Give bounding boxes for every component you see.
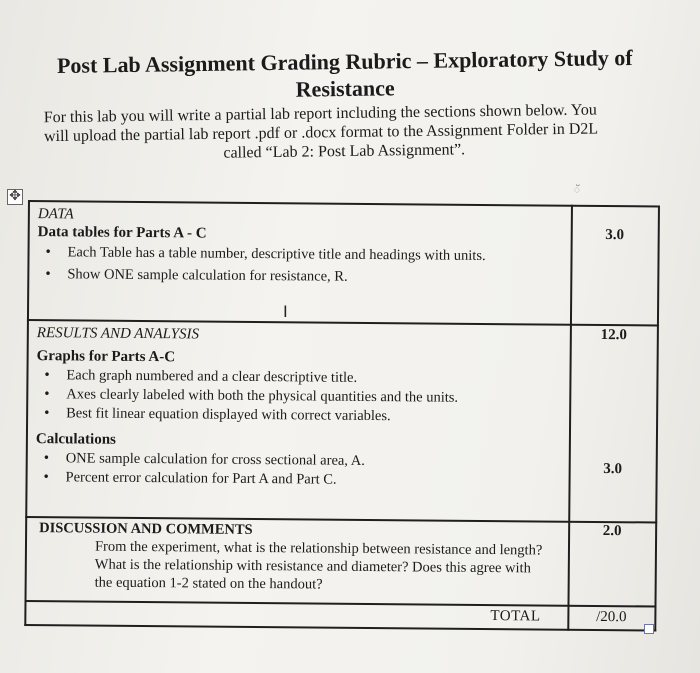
intro-line-1: For this lab you will write a partial lab report including the sections shown below. You — [43, 101, 597, 127]
total-label: TOTAL — [490, 608, 541, 625]
text-cursor-icon: Ι — [283, 302, 288, 321]
data-points: 3.0 — [605, 227, 625, 244]
list-item: • Each Table has a table number, descriptive title and headings with units. — [37, 243, 537, 266]
list-item: • Axes clearly labeled with both the physical quantities and the units. — [36, 385, 561, 409]
graphs-bullets — [36, 366, 561, 428]
list-item: • Percent error calculation for Part A and Part C. — [35, 468, 560, 492]
resize-handle[interactable] — [644, 624, 654, 634]
calculations-heading: Calculations — [35, 431, 116, 448]
results-section — [35, 325, 561, 492]
intro-paragraph — [44, 100, 645, 165]
list-item: • Each graph numbered and a clear descriptive title. — [36, 366, 561, 390]
calculations-bullets — [35, 449, 560, 492]
graphs-heading: Graphs for Parts A-C — [36, 348, 176, 366]
list-item: • ONE sample calculation for cross sectional area, A. — [36, 449, 561, 473]
discussion-section — [39, 520, 560, 596]
data-subheading: Data tables for Parts A - C — [37, 224, 207, 242]
title-line-1: Post Lab Assignment Grading Rubric – Exploratory Study of — [56, 44, 633, 79]
page-title — [40, 44, 651, 107]
data-section — [37, 206, 563, 289]
rubric-table — [24, 200, 660, 631]
calculations-points: 3.0 — [603, 461, 623, 478]
row-divider-3 — [24, 600, 656, 607]
graphs-points: 12.0 — [600, 327, 628, 344]
stray-mark: ॅ — [574, 185, 580, 196]
move-icon[interactable]: ✥ — [7, 189, 23, 205]
discussion-points: 2.0 — [602, 523, 622, 540]
results-heading: RESULTS AND ANALYSIS — [36, 325, 200, 343]
discussion-heading: DISCUSSION AND COMMENTS — [39, 520, 253, 538]
list-item: • Best fit linear equation displayed with correct variables. — [36, 404, 561, 428]
title-line-2: Resistance — [295, 75, 395, 102]
total-value: /20.0 — [596, 608, 627, 626]
intro-line-3: called “Lab 2: Post Lab Assignment”. — [223, 141, 466, 162]
intro-line-2: will upload the partial lab report .pdf or .docx format to the Assignment Folder in D2L — [43, 120, 599, 146]
data-heading: DATA — [37, 206, 74, 223]
column-divider — [567, 205, 573, 631]
list-item: • Show ONE sample calculation for resistance, R. — [37, 265, 537, 288]
data-bullets — [37, 243, 537, 288]
discussion-text: From the experiment, what is the relationship between resistance and length? What is the relationship with resistance and diameter? Does this agree with the equation 1-2 stated on the handout? — [94, 538, 543, 593]
